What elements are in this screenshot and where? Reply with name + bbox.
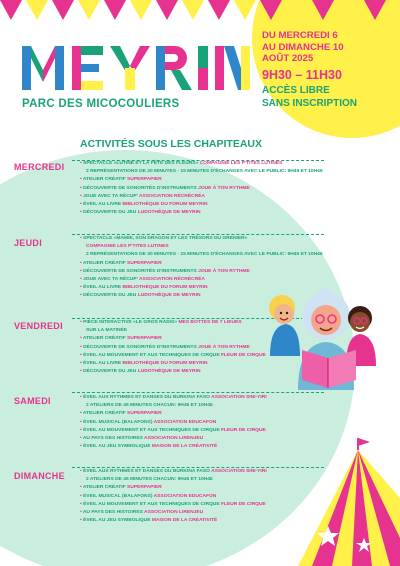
bullet-icon: • (80, 395, 82, 400)
activity-text: ÉVEIL AUX RYTHMES ET DANSES DU BURKINA FASO (81, 395, 212, 400)
activity-text: ÉVEIL AUX RYTHMES ET DANSES DU BURKINA FASO (81, 469, 212, 474)
activity-text: 2 REPRÉSENTATIONS DE 20 MINUTES · 15 MINUTES D'ÉCHANGES AVEC LE PUBLIC: 9H45 ET 10H45 (86, 169, 323, 175)
bullet-icon: • (80, 277, 82, 283)
activity-text: JOUE AVEC TA RÉCUP' (81, 193, 139, 199)
activity-text: DÉCOUVERTE DE SONORITÉS D'INSTRUMENTS (81, 344, 199, 350)
activity-line (80, 201, 320, 209)
bunting-flag (78, 0, 100, 20)
bullet-icon: • (80, 236, 82, 241)
bullet-icon: • (80, 285, 82, 291)
organizer-text: SUPERPAPIER (127, 260, 162, 266)
access-line-1: ACCÈS LIBRE (262, 84, 330, 96)
tent-flag-icon (358, 438, 370, 446)
bunting-flag (312, 0, 334, 20)
activity-line (80, 235, 320, 243)
bullet-icon: • (80, 260, 82, 266)
bunting-flag (338, 0, 360, 20)
organizer-text: FLEUR DE CIRQUE (220, 427, 266, 433)
circus-tent-illustration (298, 438, 400, 566)
activity-line (80, 468, 320, 476)
bullet-icon: • (80, 202, 82, 208)
bullet-icon: • (80, 185, 82, 191)
organizer-text: BIBLIOTHÈQUE DU FORUM MEYRIN (122, 361, 208, 367)
organizer-text: MAISON DE LA CRÉATIVITÉ (151, 444, 218, 450)
bullet-icon: • (80, 469, 82, 474)
activity-text: JOUE AVEC TA RÉCUP' (81, 277, 139, 283)
dates-line-1: DU MERCREDI 6 (262, 30, 338, 41)
organizer-text: LUDOTHÈQUE DE MEYRIN (137, 369, 201, 375)
opening-hours: 9H30 – 11H30 (262, 67, 342, 82)
day-block-dimanche (80, 468, 320, 525)
bunting-flag (364, 0, 386, 20)
activity-text: DÉCOUVERTE DE SONORITÉS D'INSTRUMENTS (81, 185, 199, 191)
activity-line (80, 435, 320, 443)
activity-text: ÉVEIL AU JEU SYMBOLIQUE (81, 518, 152, 524)
activity-line (80, 427, 320, 435)
access-line-2: SANS INSCRIPTION (262, 98, 358, 109)
organizer-text: BIBLIOTHÈQUE DU FORUM MEYRIN (122, 285, 208, 291)
bunting-flag (182, 0, 204, 20)
activity-text: ATELIER CRÉATIF (81, 336, 127, 342)
bunting-flag (156, 0, 178, 20)
bunting-decoration (0, 0, 400, 24)
organizer-text: ASSOCIATION SINI-YIRI (211, 469, 267, 474)
activity-line (80, 268, 320, 276)
activity-text: ATELIER CRÉATIF (81, 411, 127, 417)
reading-family-illustration (268, 286, 390, 390)
activity-line (80, 476, 320, 484)
bullet-icon: • (80, 510, 82, 516)
bullet-icon: • (80, 427, 82, 433)
activity-text: ATELIER CRÉATIF (81, 177, 127, 183)
bullet-icon: • (80, 293, 82, 299)
activity-line (80, 276, 320, 284)
bullet-icon: • (80, 161, 82, 166)
bunting-flag (26, 0, 48, 20)
bullet-icon: • (80, 493, 82, 499)
activity-line (80, 410, 320, 418)
meyrin-logo (22, 44, 252, 92)
organizer-text: ASSOCIATION LIRENJEU (144, 510, 204, 516)
venue-name: PARC DES MICOCOULIERS (22, 98, 180, 110)
day-label-mercredi: MERCREDI (14, 162, 65, 172)
organizer-text: ASSOCIATION EDUCAFON (153, 493, 217, 499)
bullet-icon: • (80, 344, 82, 350)
activity-text: ÉVEIL AU MOUVEMENT ET AUX TECHNIQUES DE CIRQUE (81, 427, 221, 433)
activity-text: ÉVEIL AU JEU SYMBOLIQUE (81, 444, 152, 450)
bunting-flag (234, 0, 256, 20)
organizer-text: SUPERPAPIER (127, 177, 162, 183)
organizer-text: JOUE À TON RYTHME (198, 344, 250, 350)
bullet-icon: • (80, 518, 82, 524)
activity-text: 2 REPRÉSENTATIONS DE 30 MINUTES · 15 MINUTES D'ÉCHANGES AVEC LE PUBLIC: 9H45 ET 10H45 (86, 252, 323, 258)
bullet-icon: • (80, 320, 82, 325)
activity-line (80, 168, 323, 176)
organizer-text: JOUE À TON RYTHME (198, 185, 250, 191)
bunting-flag (390, 0, 400, 20)
child-left-face (274, 304, 294, 324)
organizer-text: JOUE À TON RYTHME (198, 268, 250, 274)
logo-letter-y (110, 46, 150, 90)
activity-line (80, 160, 320, 168)
organizer-text: MAISON DE LA CRÉATIVITÉ (151, 518, 218, 524)
activity-text: ÉVEIL AU LIVRE (81, 285, 123, 291)
activity-line (80, 243, 320, 251)
activity-line (80, 185, 320, 193)
activity-line (80, 260, 320, 268)
logo-letter-n (215, 46, 250, 90)
day-label-jeudi: JEUDI (14, 238, 43, 248)
activity-line (80, 193, 320, 201)
activity-text: ÉVEIL MUSICAL (BALAFONS) (81, 419, 154, 425)
organizer-text: ASSOCIATION RÉCRÉCRÉA (138, 277, 205, 283)
bunting-flag (130, 0, 152, 20)
organizer-text: ASSOCIATION LIRENJEU (144, 436, 204, 442)
bullet-icon: • (80, 411, 82, 417)
bunting-flag (286, 0, 308, 20)
logo-title: MEYRIN (22, 44, 26, 45)
day-block-samedi (80, 394, 320, 451)
dates-line-3: AOÛT 2025 (262, 53, 314, 64)
activity-text: AU PAYS DES HISTOIRES (81, 436, 145, 442)
day-label-vendredi: VENDREDI (14, 321, 63, 331)
activity-text: ÉVEIL AU LIVRE (81, 202, 123, 208)
activity-line (80, 176, 320, 184)
activity-line (80, 501, 320, 509)
bullet-icon: • (80, 268, 82, 274)
dates-line-2: AU DIMANCHE 10 (262, 41, 344, 53)
bunting-flag (208, 0, 230, 20)
organizer-text: ASSOCIATION RÉCRÉCRÉA (138, 193, 205, 199)
organizer-text: LUDOTHÈQUE DE MEYRIN (137, 293, 201, 299)
bullet-icon: • (80, 485, 82, 491)
day-block-mercredi (80, 160, 323, 217)
bullet-icon: • (80, 210, 82, 216)
bullet-icon: • (80, 336, 82, 342)
logo-letter-r (156, 46, 192, 90)
organizer-text: FLEUR DE CIRQUE (220, 352, 266, 358)
activity-line (80, 251, 323, 259)
bunting-flag (0, 0, 22, 20)
organizer-text: BIBLIOTHÈQUE DU FORUM MEYRIN (122, 202, 208, 208)
activity-text: SUR LA MATINÉE (86, 328, 128, 334)
date-panel (262, 30, 392, 110)
activity-line (80, 419, 320, 427)
activity-text: ATELIER CRÉATIF (81, 485, 127, 491)
bullet-icon: • (80, 177, 82, 183)
activity-text: PIÈCE INTERACTIVE «LE GROS RADIS» (81, 320, 179, 325)
activity-text: ATELIER CRÉATIF (81, 260, 127, 266)
organizer-text: ASSOCIATION EDUCAFON (153, 419, 217, 425)
bunting-flag (52, 0, 74, 20)
organizer-text: MES BOTTES DE 7 LIEUES (178, 320, 242, 325)
organizer-text: FLEUR DE CIRQUE (220, 501, 266, 507)
activity-text: 2 ATELIERS DE 45 MINUTES CHACUN: 9H45 ET 10H45 (86, 477, 213, 483)
organizer-text: LUDOTHÈQUE DE MEYRIN (137, 210, 201, 216)
organizer-text: ASSOCIATION SINI-YIRI (211, 395, 267, 400)
activity-text: ÉVEIL MUSICAL (BALAFONS) (81, 493, 154, 499)
activity-text: ÉVEIL AU MOUVEMENT ET AUX TECHNIQUES DE CIRQUE (81, 352, 221, 358)
bullet-icon: • (80, 352, 82, 358)
logo-letter-i (198, 46, 208, 90)
organizer-text: COMPAGNIE LES P'TITES LUTINES (199, 161, 283, 166)
activity-line (80, 394, 320, 402)
activity-line (80, 209, 320, 217)
activity-line (80, 493, 320, 501)
bullet-icon: • (80, 193, 82, 199)
day-separator (72, 392, 324, 393)
logo-letter-e (72, 46, 103, 90)
activity-text: ÉVEIL AU MOUVEMENT ET AUX TECHNIQUES DE CIRQUE (81, 501, 221, 507)
bullet-icon: • (80, 436, 82, 442)
activity-line (80, 402, 320, 410)
activity-line (80, 443, 320, 451)
bullet-icon: • (80, 361, 82, 367)
activity-line (80, 484, 320, 492)
activity-line (80, 509, 320, 517)
bullet-icon: • (80, 369, 82, 375)
bullet-icon: • (80, 419, 82, 425)
organizer-text: SUPERPAPIER (127, 485, 162, 491)
logo-letter-m (22, 46, 64, 90)
activity-text: DÉCOUVERTE DU JEU (81, 369, 138, 375)
activity-text: SPECTACLE «LUTINE ET LA FÊTE DES FLEURS» (81, 161, 200, 166)
activity-text: AU PAYS DES HISTOIRES (81, 510, 145, 516)
organizer-text: COMPAGNIE LES P'TITES LUTINES (86, 244, 169, 250)
activity-text: DÉCOUVERTE DE SONORITÉS D'INSTRUMENTS (81, 268, 199, 274)
bullet-icon: • (80, 501, 82, 507)
bullet-icon: • (80, 444, 82, 450)
bunting-flag (104, 0, 126, 20)
activity-text: ÉVEIL AU LIVRE (81, 361, 123, 367)
section-title: ACTIVITÉS SOUS LES CHAPITEAUX (80, 138, 263, 150)
organizer-text: SUPERPAPIER (127, 411, 162, 417)
day-label-samedi: SAMEDI (14, 396, 51, 406)
day-label-dimanche: DIMANCHE (14, 471, 65, 481)
activity-line (80, 517, 320, 525)
activity-text: DÉCOUVERTE DU JEU (81, 210, 138, 216)
activity-text: 2 ATELIERS DE 45 MINUTES CHACUN: 9H45 ET 10H45 (86, 403, 213, 409)
activity-text: SPECTACLE «MAMIE, SON DRAGON ET LES TRÉSORS DU GRENIER» (81, 236, 248, 241)
bunting-flag (260, 0, 282, 20)
activity-text: DÉCOUVERTE DU JEU (81, 293, 138, 299)
organizer-text: SUPERPAPIER (127, 336, 162, 342)
